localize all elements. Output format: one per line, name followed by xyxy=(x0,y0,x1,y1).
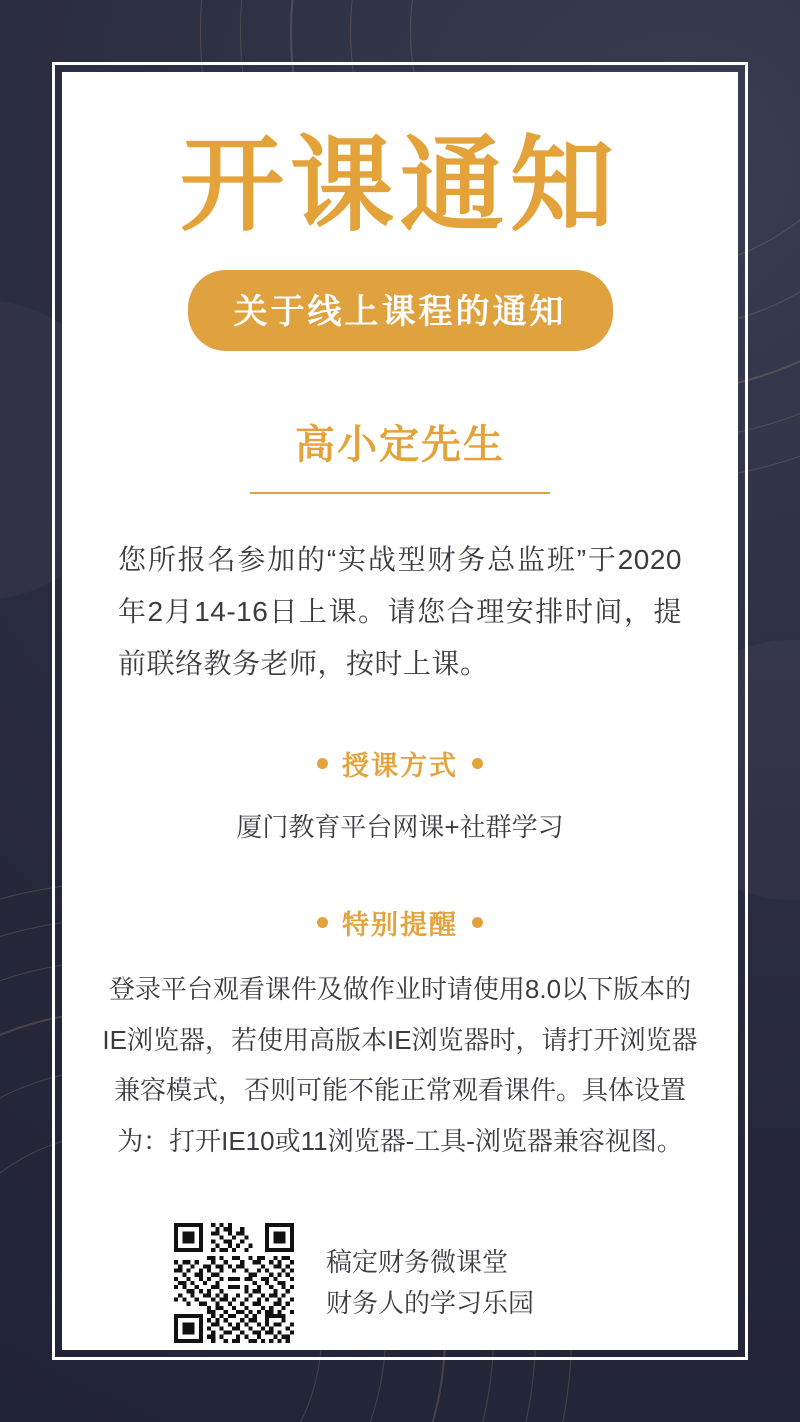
bullet-dot-icon xyxy=(472,917,483,928)
poster-card xyxy=(62,72,738,1350)
subtitle-badge: 关于线上课程的通知 xyxy=(188,270,613,351)
section-label: 特别提醒 xyxy=(342,909,458,940)
bullet-dot-icon xyxy=(317,758,328,769)
page-title: 开课通知 xyxy=(179,128,620,244)
footer-line-2: 财务人的学习乐园 xyxy=(326,1287,535,1318)
bullet-dot-icon xyxy=(472,758,483,769)
subtitle-row xyxy=(62,270,738,351)
recipient-name: 高小定先生 xyxy=(295,423,505,468)
section-heading-special-notice xyxy=(62,903,738,942)
divider xyxy=(250,492,550,494)
notice-body: 您所报名参加的“实战型财务总监班”于2020年2月14-16日上课。请您合理安排时间，提前联络教务老师，按时上课。 xyxy=(118,544,682,679)
section-content-teaching-mode: 厦门教育平台网课+社群学习 xyxy=(236,811,564,842)
qr-code-icon[interactable] xyxy=(174,1223,294,1343)
footer-text xyxy=(326,1242,534,1323)
bullet-dot-icon xyxy=(317,917,328,928)
section-heading-teaching-mode xyxy=(62,744,738,783)
qr-code-graphic xyxy=(174,1223,294,1343)
section-content-special-notice: 登录平台观看课件及做作业时请使用8.0以下版本的IE浏览器，若使用高版本IE浏览器时，请打开浏览器兼容模式，否则可能不能正常观看课件。具体设置为：打开IE10或11浏览器-工具-浏览器兼容视图。 xyxy=(102,973,698,1156)
footer-line-1: 稿定财务微课堂 xyxy=(326,1247,509,1278)
footer xyxy=(174,1223,738,1343)
section-label: 授课方式 xyxy=(342,750,458,781)
